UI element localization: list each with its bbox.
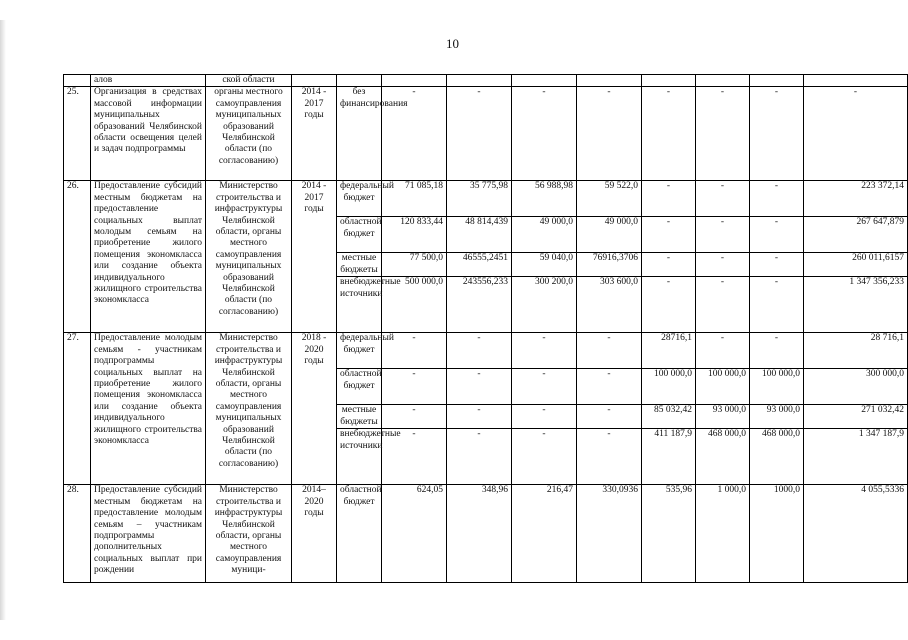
funding-source-cell: областной бюджет xyxy=(337,217,382,253)
measure-name-cell: Предоставление субсидий местным бюджетам на предоставление молодым семьям – участникам подпрограммы дополнительных социальных выплат при рождении xyxy=(91,485,206,583)
year-value-cell: - xyxy=(447,87,512,181)
row-number-cell: 26. xyxy=(64,181,91,333)
year-value-cell: 303 600,0 xyxy=(577,277,642,333)
year-value-cell: - xyxy=(512,429,577,485)
table-row xyxy=(64,87,908,181)
cont-empty-cell xyxy=(642,75,696,87)
year-value-cell: - xyxy=(382,87,447,181)
year-value-cell: 35 775,98 xyxy=(447,181,512,217)
funding-source-cell: федеральный бюджет xyxy=(337,333,382,369)
row-number-cell: 25. xyxy=(64,87,91,181)
year-value-cell: 468 000,0 xyxy=(750,429,804,485)
cont-empty-cell xyxy=(804,75,908,87)
year-value-cell: 216,47 xyxy=(512,485,577,583)
year-value-cell: - xyxy=(750,217,804,253)
year-value-cell: - xyxy=(577,429,642,485)
funding-source-cell: областной бюджет xyxy=(337,485,382,583)
year-value-cell: - xyxy=(696,217,750,253)
year-value-cell: - xyxy=(447,405,512,429)
year-value-cell: 49 000,0 xyxy=(512,217,577,253)
year-value-cell: 535,96 xyxy=(642,485,696,583)
year-value-cell: 28716,1 xyxy=(642,333,696,369)
year-value-cell: 1000,0 xyxy=(750,485,804,583)
year-value-cell: - xyxy=(577,333,642,369)
year-value-cell: - xyxy=(696,277,750,333)
year-value-cell: - xyxy=(696,333,750,369)
year-value-cell: - xyxy=(447,369,512,405)
table-row xyxy=(64,333,908,369)
total-value-cell: - xyxy=(804,87,908,181)
funding-source-cell: без финансирования xyxy=(337,87,382,181)
year-value-cell: - xyxy=(750,277,804,333)
cont-empty-cell xyxy=(447,75,512,87)
year-value-cell: 93 000,0 xyxy=(750,405,804,429)
year-value-cell: 76916,3706 xyxy=(577,253,642,277)
cont-num-cell xyxy=(64,75,91,87)
cont-empty-cell xyxy=(512,75,577,87)
year-value-cell: - xyxy=(512,87,577,181)
total-value-cell: 28 716,1 xyxy=(804,333,908,369)
continuation-row xyxy=(64,75,908,87)
year-value-cell: - xyxy=(642,253,696,277)
year-value-cell: 93 000,0 xyxy=(696,405,750,429)
year-value-cell: - xyxy=(642,277,696,333)
executor-cell: Министерство строительства и инфраструктуры Челябинской области, органы местного самоуправления муници- xyxy=(206,485,292,583)
year-value-cell: 330,0936 xyxy=(577,485,642,583)
year-value-cell: - xyxy=(447,333,512,369)
year-value-cell: - xyxy=(750,253,804,277)
total-value-cell: 267 647,879 xyxy=(804,217,908,253)
page-number: 10 xyxy=(446,36,459,51)
year-value-cell: 411 187,9 xyxy=(642,429,696,485)
measure-name-cell: Организация в средствах массовой информации муниципальных образований Челябинской области освещения целей и задач подпрограммы xyxy=(91,87,206,181)
year-value-cell: - xyxy=(577,369,642,405)
year-value-cell: 48 814,439 xyxy=(447,217,512,253)
year-value-cell: - xyxy=(382,429,447,485)
year-value-cell: - xyxy=(642,217,696,253)
funding-source-cell: федеральный бюджет xyxy=(337,181,382,217)
year-value-cell: 500 000,0 xyxy=(382,277,447,333)
year-value-cell: 1 000,0 xyxy=(696,485,750,583)
cont-empty-cell xyxy=(750,75,804,87)
year-value-cell: 243556,233 xyxy=(447,277,512,333)
year-value-cell: - xyxy=(512,333,577,369)
cont-empty-cell xyxy=(696,75,750,87)
measure-name-cell: Предоставление субсидий местным бюджетам на предоставление социальных выплат молодым семьям на приобретение жилого помещения экономкласса или создание объекта индивидуального жилищного строительства экономкласса xyxy=(91,181,206,333)
year-value-cell: - xyxy=(750,333,804,369)
cont-empty-cell xyxy=(577,75,642,87)
year-value-cell: - xyxy=(696,87,750,181)
years-cell: 2014– 2020 годы xyxy=(292,485,337,583)
table-row xyxy=(64,485,908,583)
year-value-cell: - xyxy=(512,405,577,429)
year-value-cell: 348,96 xyxy=(447,485,512,583)
executor-cell: Министерство строительства и инфраструктуры Челябинской области, органы местного самоуправления муниципальных образований Челябинской области (по согласованию) xyxy=(206,333,292,485)
total-value-cell: 223 372,14 xyxy=(804,181,908,217)
total-value-cell: 4 055,5336 xyxy=(804,485,908,583)
cont-executor-cell: ской области xyxy=(206,75,292,87)
year-value-cell: 59 522,0 xyxy=(577,181,642,217)
year-value-cell: 468 000,0 xyxy=(696,429,750,485)
years-cell: 2014 - 2017 годы xyxy=(292,181,337,333)
year-value-cell: 49 000,0 xyxy=(577,217,642,253)
executor-cell: органы местного самоуправления муниципальных образований Челябинской области (по согласованию) xyxy=(206,87,292,181)
funding-source-cell: областной бюджет xyxy=(337,369,382,405)
year-value-cell: 100 000,0 xyxy=(696,369,750,405)
year-value-cell: - xyxy=(382,333,447,369)
year-value-cell: - xyxy=(750,87,804,181)
year-value-cell: - xyxy=(696,253,750,277)
year-value-cell: - xyxy=(577,87,642,181)
year-value-cell: 85 032,42 xyxy=(642,405,696,429)
year-value-cell: - xyxy=(642,87,696,181)
year-value-cell: - xyxy=(642,181,696,217)
year-value-cell: 120 833,44 xyxy=(382,217,447,253)
year-value-cell: 624,05 xyxy=(382,485,447,583)
year-value-cell: 56 988,98 xyxy=(512,181,577,217)
year-value-cell: 100 000,0 xyxy=(642,369,696,405)
year-value-cell: 59 040,0 xyxy=(512,253,577,277)
year-value-cell: 77 500,0 xyxy=(382,253,447,277)
year-value-cell: - xyxy=(577,405,642,429)
cont-empty-cell xyxy=(292,75,337,87)
funding-source-cell: внебюджетные источники xyxy=(337,277,382,333)
scan-edge-shadow xyxy=(0,20,6,620)
year-value-cell: 300 200,0 xyxy=(512,277,577,333)
row-number-cell: 28. xyxy=(64,485,91,583)
program-table xyxy=(63,74,908,583)
total-value-cell: 271 032,42 xyxy=(804,405,908,429)
year-value-cell: - xyxy=(447,429,512,485)
year-value-cell: - xyxy=(696,181,750,217)
funding-source-cell: внебюджетные источники xyxy=(337,429,382,485)
total-value-cell: 260 011,6157 xyxy=(804,253,908,277)
total-value-cell: 1 347 187,9 xyxy=(804,429,908,485)
executor-cell: Министерство строительства и инфраструктуры Челябинской области, органы местного самоуправления муниципальных образований Челябинской области (по согласованию) xyxy=(206,181,292,333)
years-cell: 2014 - 2017 годы xyxy=(292,87,337,181)
total-value-cell: 1 347 356,233 xyxy=(804,277,908,333)
funding-source-cell: местные бюджеты xyxy=(337,253,382,277)
year-value-cell: 71 085,18 xyxy=(382,181,447,217)
cont-name-cell: алов xyxy=(91,75,206,87)
total-value-cell: 300 000,0 xyxy=(804,369,908,405)
year-value-cell: - xyxy=(750,181,804,217)
row-number-cell: 27. xyxy=(64,333,91,485)
year-value-cell: 46555,2451 xyxy=(447,253,512,277)
year-value-cell: 100 000,0 xyxy=(750,369,804,405)
funding-source-cell: местные бюджеты xyxy=(337,405,382,429)
year-value-cell: - xyxy=(382,405,447,429)
year-value-cell: - xyxy=(512,369,577,405)
cont-empty-cell xyxy=(382,75,447,87)
table-row xyxy=(64,181,908,217)
measure-name-cell: Предоставление молодым семьям - участникам подпрограммы социальных выплат на приобретение жилого помещения экономкласса или создание объекта индивидуального жилищного строительства экономкласса xyxy=(91,333,206,485)
cont-empty-cell xyxy=(337,75,382,87)
years-cell: 2018 - 2020 годы xyxy=(292,333,337,485)
year-value-cell: - xyxy=(382,369,447,405)
